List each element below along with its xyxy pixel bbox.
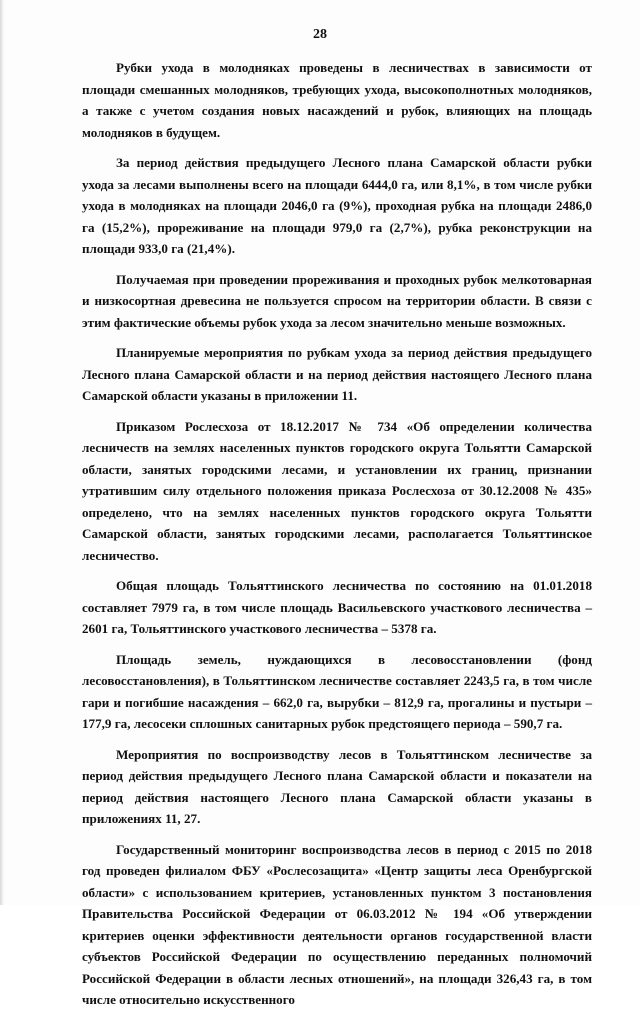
paragraph-thinning-young-stands: Рубки ухода в молодняках проведены в лесничествах в зависимости от площади смешанных молодняков, требующих ухода, высокополнотных молодняков, а также с учетом создания новых насаждений и рубок, влияющих на площадь молодняков в будущем. (82, 60, 592, 140)
paragraph-state-monitoring: Государственный мониторинг воспроизводства лесов в период с 2015 по 2018 год проведен филиалом ФБУ «Рослесозащита» «Центр защиты леса Оренбургской области» с использованием критериев, установленных пунктом 3 постановления Правительства Российской Федерации от 06.03.2012 № 194 «Об утверждении критериев оценки эффективности деятельности органов государственной власти субъектов Российской Федерации по осуществлению переданных полномочий Российской Федерации в области лесных отношений», на площади 326,43 га, в том числе относительно искусственного (82, 841, 592, 1007)
paragraph-reproduction-measures: Мероприятия по воспроизводству лесов в Тольяттинском лесничестве за период действия предыдущего Лесного плана Самарской области и показатели на период действия настоящего Лесного плана Самарской области указаны в приложениях 11, 27. (82, 746, 592, 826)
scan-edge-shadow (0, 0, 4, 905)
paragraph-total-area: Общая площадь Тольяттинского лесничества по состоянию на 01.01.2018 составляет 7979 га, в том числе площадь Васильевского участкового лесничества – 2601 га, Тольяттинского участкового лесничества – 5378 га. (82, 578, 592, 636)
paragraph-thinning-results: За период действия предыдущего Лесного плана Самарской области рубки ухода за лесами выполнены всего на площади 6444,0 га, или 8,1%, в том числе рубки ухода в молодняках на площади 2046,0 га (9%), проходная рубка на площади 2486,0 га (15,2%), прореживание на площади 979,0 га (2,7%), рубка реконструкции на площади 933,0 га (21,4%). (82, 155, 592, 256)
page-number: 28 (313, 27, 327, 42)
page-body (82, 57, 592, 1020)
paragraph-planned-measures: Планируемые мероприятия по рубкам ухода за период действия предыдущего Лесного плана Самарской области и на период действия настоящего Лесного плана Самарской области указаны в приложении 11. (82, 345, 592, 403)
paragraph-reforestation-fund: Площадь земель, нуждающихся в лесовосстановлении (фонд лесовосстановления), в Тольяттинском лесничестве составляет 2243,5 га, в том числе гари и погибшие насаждения – 662,0 га, вырубки – 812,9 га, прогалины и пустыри – 177,9 га, лесосеки сплошных санитарных рубок предстоящего периода – 590,7 га. (82, 651, 592, 731)
paragraph-rosleshoz-order: Приказом Рослесхоза от 18.12.2017 № 734 «Об определении количества лесничеств на землях населенных пунктов городского округа Тольятти Самарской области, занятых городскими лесами, и установлении их границ, признании утратившим силу отдельного положения приказа Рослесхоза от 30.12.2008 № 435» определено, что на землях населенных пунктов городского округа Тольятти Самарской области, занятых городскими лесами, располагается Тольяттинское лесничество. (82, 418, 592, 563)
paragraph-low-grade-wood: Получаемая при проведении прореживания и проходных рубок мелкотоварная и низкосортная древесина не пользуется спросом на территории области. В связи с этим фактические объемы рубок ухода за лесом значительно меньше возможных. (82, 271, 592, 330)
